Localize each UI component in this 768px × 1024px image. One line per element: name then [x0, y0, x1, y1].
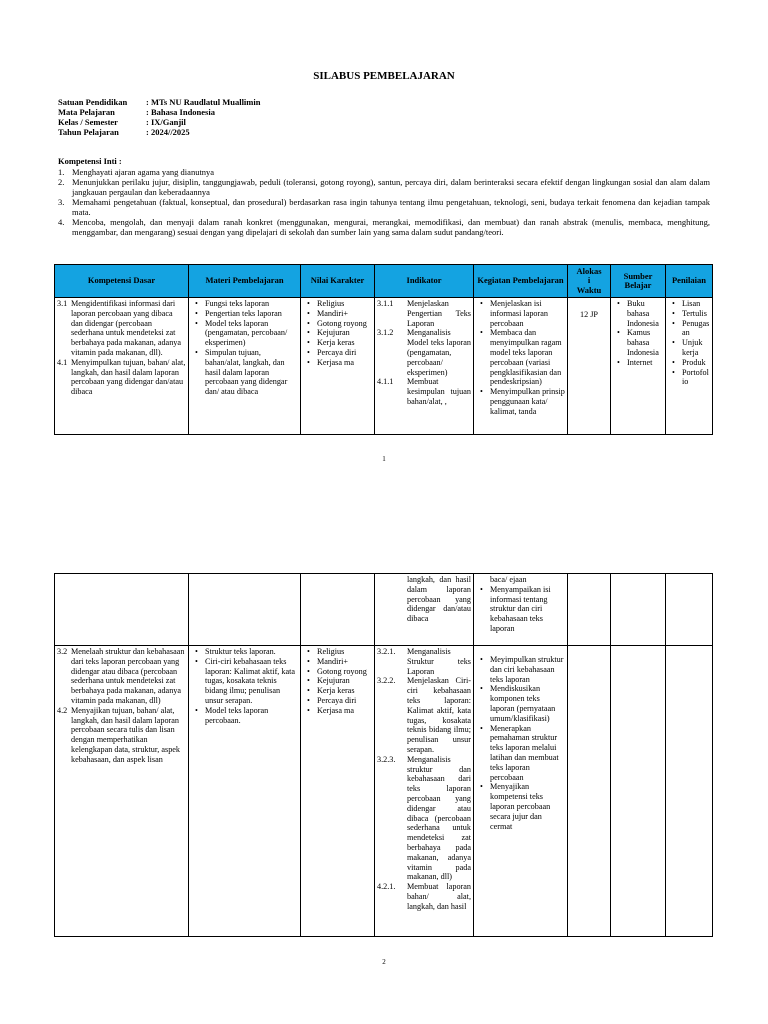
list-item: • Lisan	[682, 299, 710, 309]
indikator-num: 3.1.1	[377, 299, 394, 308]
table-header-row	[55, 265, 713, 298]
meta-label: Tahun Pelajaran	[58, 127, 119, 137]
page-number: 1	[382, 455, 386, 463]
syllabus-table-page-1	[54, 264, 713, 435]
list-item: • Menyampaikan isi informasi tentang struktur dan ciri kebahasaan teks laporan	[490, 585, 565, 634]
kd-num: 4.2	[57, 705, 68, 715]
ki-num: 2.	[58, 177, 65, 187]
cell-alokasi-waktu	[568, 574, 611, 646]
cell-penilaian	[666, 646, 713, 937]
list-item: • Kerjasa ma	[317, 706, 372, 716]
list-item: • Ciri-ciri kebahasaan teks laporan: Kalimat aktif, kata tugas, kosakata teknis bidang ilmu; penulisan unsur serapan.	[205, 657, 298, 706]
kd-item	[57, 647, 186, 706]
list-item: • Model teks laporan percobaan.	[205, 706, 298, 726]
indikator-item	[377, 676, 471, 754]
cell-indikator	[375, 646, 474, 937]
ki-item	[58, 217, 710, 237]
kd-num: 4.1	[57, 357, 68, 367]
list-item: • Penugas an	[682, 319, 710, 339]
meta-value: : MTs NU Raudlatul Muallimin	[146, 97, 261, 107]
indikator-item	[377, 882, 471, 911]
indikator-text: Membuat kesimpulan tujuan bahan/alat, ,	[407, 377, 471, 406]
cell-penilaian	[666, 574, 713, 646]
ki-item	[58, 177, 710, 197]
cell-nilai-karakter	[301, 574, 375, 646]
cell-alokasi-waktu	[568, 646, 611, 937]
list-item: • Membaca dan menyimpulkan ragam model teks laporan percobaan (variasi pengklasifikasian dan pendeskripsian)	[490, 328, 565, 387]
kd-num: 3.1	[57, 299, 68, 308]
list-item: • Gotong royong	[317, 319, 372, 329]
list-item: • Internet	[627, 358, 663, 368]
kd-item	[57, 299, 186, 358]
list-item: • Buku bahasa Indonesia	[627, 299, 663, 328]
list-item: • Mandiri+	[317, 657, 372, 667]
syllabus-table-page-2	[54, 573, 713, 937]
ki-text: Mencoba, mengolah, dan menyaji dalam ranah konkret (menggunakan, mengurai, merangkai, memodifikasi, dan membuat) dan ranah abstrak (menulis, membaca, menghitung, menggambar, dan mengarang) sesuai dengan yang dipelajari di sekolah dan sumber lain yang sama dalam sudut pandang/teori.	[72, 217, 710, 237]
cell-sumber-belajar	[611, 646, 666, 937]
ki-num: 3.	[58, 197, 65, 207]
indikator-item	[377, 377, 471, 406]
header-kegiatan: Kegiatan Pembelajaran	[474, 265, 568, 298]
indikator-num: 3.1.2	[377, 328, 394, 338]
ki-text: Memahami pengetahuan (faktual, konseptual, dan prosedural) berdasarkan rasa ingin tahunya tentang ilmu pengetahuan, teknologi, seni, budaya terkait fenomena dan kejadian tampak mata.	[72, 197, 710, 217]
cell-kompetensi-dasar	[55, 298, 189, 435]
kd-text: Menyimpulkan tujuan, bahan/ alat, langkah, dan hasil dalam laporan percobaan yang didengar dan/atau dibaca	[71, 357, 186, 397]
indikator-text: Menganalisis struktur dan kebahasaan dari teks laporan percobaan yang didengar atau dibaca (percobaan sederhana untuk mendeteksi zat berbahaya pada makanan, adanya vitamin pada makanan, dll)	[407, 754, 471, 882]
cell-indikator	[375, 298, 474, 435]
page-title: SILABUS PEMBELAJARAN	[313, 70, 455, 82]
indikator-text: Menjelaskan Pengertian Teks Laporan	[407, 299, 471, 328]
ki-text: Menghayati ajaran agama yang dianutnya	[72, 167, 215, 177]
indikator-item	[377, 299, 471, 328]
header-materi: Materi Pembelajaran	[189, 265, 301, 298]
cell-kegiatan	[474, 646, 568, 937]
kd-text: Menyajikan tujuan, bahan/ alat, langkah, dan hasil dalam laporan percobaan secara tulis dan lisan dengan memperhatikan kelengkapan data, struktur, aspek kebahasaan, dan aspek lisan	[71, 705, 181, 764]
list-item: • Meyimpulkan struktur dan ciri kebahasaan teks laporan	[490, 655, 565, 684]
list-item: • Kerja keras	[317, 686, 372, 696]
list-item: • Gotong royong	[317, 667, 372, 677]
indikator-item	[377, 755, 471, 882]
meta-row	[58, 97, 260, 107]
meta-label: Mata Pelajaran	[58, 107, 115, 117]
cell-kegiatan	[474, 298, 568, 435]
list-item: • Fungsi teks laporan	[205, 299, 298, 309]
list-item: • Menjelaskan isi informasi laporan percobaan	[490, 299, 565, 328]
list-item: • Percaya diri	[317, 696, 372, 706]
list-item: • Menyimpulkan prinsip penggunaan kata/ kalimat, tanda	[490, 387, 565, 416]
ki-num: 4.	[58, 217, 65, 227]
table-row	[55, 646, 713, 937]
kd-item	[57, 706, 186, 765]
meta-row	[58, 117, 260, 127]
kd-text: Mengidentifikasi informasi dari laporan percobaan yang dibaca dan didengar (percobaan sederhana untuk mendeteksi zat berbahaya pada makanan, adanya vitamin pada makanan, dll).	[71, 299, 182, 357]
indikator-num: 4.2.1.	[377, 882, 396, 892]
list-item: • Menerapkan pemahaman struktur teks laporan melalui latihan dan membuat teks laporan percobaan	[490, 724, 565, 783]
table-row	[55, 298, 713, 435]
cell-materi	[189, 298, 301, 435]
cell-sumber-belajar	[611, 574, 666, 646]
cell-materi	[189, 574, 301, 646]
cell-indikator	[375, 574, 474, 646]
list-item: • Religius	[317, 647, 372, 657]
cell-nilai-karakter	[301, 298, 375, 435]
header-penilaian: Penilaian	[666, 265, 713, 298]
list-item: • Produk	[682, 358, 710, 368]
indikator-item	[377, 328, 471, 377]
kd-item	[57, 358, 186, 397]
list-item: • Kejujuran	[317, 328, 372, 338]
header-kompetensi-dasar: Kompetensi Dasar	[55, 265, 189, 298]
meta-value: : Bahasa Indonesia	[146, 107, 215, 117]
kompetensi-inti-list	[58, 167, 710, 237]
cell-materi	[189, 646, 301, 937]
list-item: • Unjuk kerja	[682, 338, 710, 358]
header-alokasi-waktu	[568, 265, 611, 298]
list-item: • Religius	[317, 299, 372, 309]
cell-sumber-belajar	[611, 298, 666, 435]
list-item: • Simpulan tujuan, bahan/alat, langkah, dan hasil dalam laporan percobaan yang didengar dan/ atau dibaca	[205, 348, 298, 397]
meta-label: Satuan Pendidikan	[58, 97, 128, 107]
cell-kegiatan	[474, 574, 568, 646]
ki-item	[58, 167, 710, 177]
kd-text: Menelaah struktur dan kebahasaan dari teks laporan percobaan yang didengar atau dibaca (percobaan sederhana untuk mendeteksi zat berbahaya pada makanan, adanya vitamin pada makanan, dll)	[71, 647, 185, 705]
list-item: • Percaya diri	[317, 348, 372, 358]
meta-row	[58, 107, 260, 117]
indikator-num: 3.2.1.	[377, 647, 396, 656]
cell-kompetensi-dasar	[55, 574, 189, 646]
meta-label: Kelas / Semester	[58, 117, 118, 127]
header-nilai-karakter: Nilai Karakter	[301, 265, 375, 298]
cell-nilai-karakter	[301, 646, 375, 937]
meta-value: : IX/Ganjil	[146, 117, 186, 127]
page-number: 2	[382, 958, 386, 966]
indikator-num: 4.1.1	[377, 377, 394, 387]
cell-alokasi-waktu: 12 JP	[568, 298, 611, 435]
indikator-num: 3.2.3.	[377, 754, 396, 764]
indikator-item	[377, 647, 471, 676]
list-item: • Kerja keras	[317, 338, 372, 348]
ki-num: 1.	[58, 167, 65, 177]
list-item: • Mendiskusikan komponen teks laporan (pernyataan umum/klasifikasi)	[490, 684, 565, 723]
kd-num: 3.2	[57, 647, 68, 656]
header-alokasi-part: Alokas	[576, 265, 602, 276]
indikator-text: Menganalisis Struktur teks Laporan	[407, 647, 471, 676]
header-alokasi-part: Waktu	[576, 284, 602, 295]
list-item: • Model teks laporan (pengamatan, percobaan/ eksperimen)	[205, 319, 298, 348]
list-item: • Menyajikan kompetensi teks laporan percobaan secara jujur dan cermat	[490, 782, 565, 831]
cell-penilaian	[666, 298, 713, 435]
indikator-text: Membuat laporan bahan/ alat, langkah, dan hasil	[407, 882, 471, 911]
header-alokasi-part: i	[587, 275, 591, 286]
indikator-text: Menjelaskan Ciri-ciri kebahasaan teks laporan: Kalimat aktif, kata tugas, kosakata teknis bidang ilmu; penulisan unsur serapan.	[407, 676, 471, 754]
list-item: • Struktur teks laporan.	[205, 647, 298, 657]
list-item: • Kerjasa ma	[317, 358, 372, 368]
list-item: • Kamus bahasa Indonesia	[627, 328, 663, 357]
ki-text: Menunjukkan perilaku jujur, disiplin, tanggungjawab, peduli (toleransi, gotong royong), santun, percaya diri, dalam berinteraksi secara efektif dengan lingkungan sosial dan alam dalam jangkauan pergaulan dan keberadaannya	[72, 177, 710, 197]
indikator-text: Menganalisis Model teks laporan (pengamatan, percobaan/ eksperimen)	[407, 328, 471, 377]
list-item: • Mandiri+	[317, 309, 372, 319]
meta-value: : 2024//2025	[146, 127, 190, 137]
list-item: • Portofol io	[682, 368, 710, 388]
list-item: • Pengertian teks laporan	[205, 309, 298, 319]
list-item: • Kejujuran	[317, 676, 372, 686]
list-item: • Tertulis	[682, 309, 710, 319]
school-info	[58, 97, 260, 137]
table-row	[55, 574, 713, 646]
kegiatan-text: baca/ ejaan	[490, 575, 527, 584]
meta-row	[58, 127, 260, 137]
header-indikator: Indikator	[375, 265, 474, 298]
indikator-num: 3.2.2.	[377, 676, 396, 686]
header-sumber-belajar: Sumber Belajar	[611, 265, 666, 298]
kompetensi-inti-title: Kompetensi Inti :	[58, 156, 122, 166]
indikator-text: langkah, dan hasil dalam laporan percobaan yang didengar dan/atau dibaca	[407, 575, 471, 624]
ki-item	[58, 197, 710, 217]
cell-kompetensi-dasar	[55, 646, 189, 937]
